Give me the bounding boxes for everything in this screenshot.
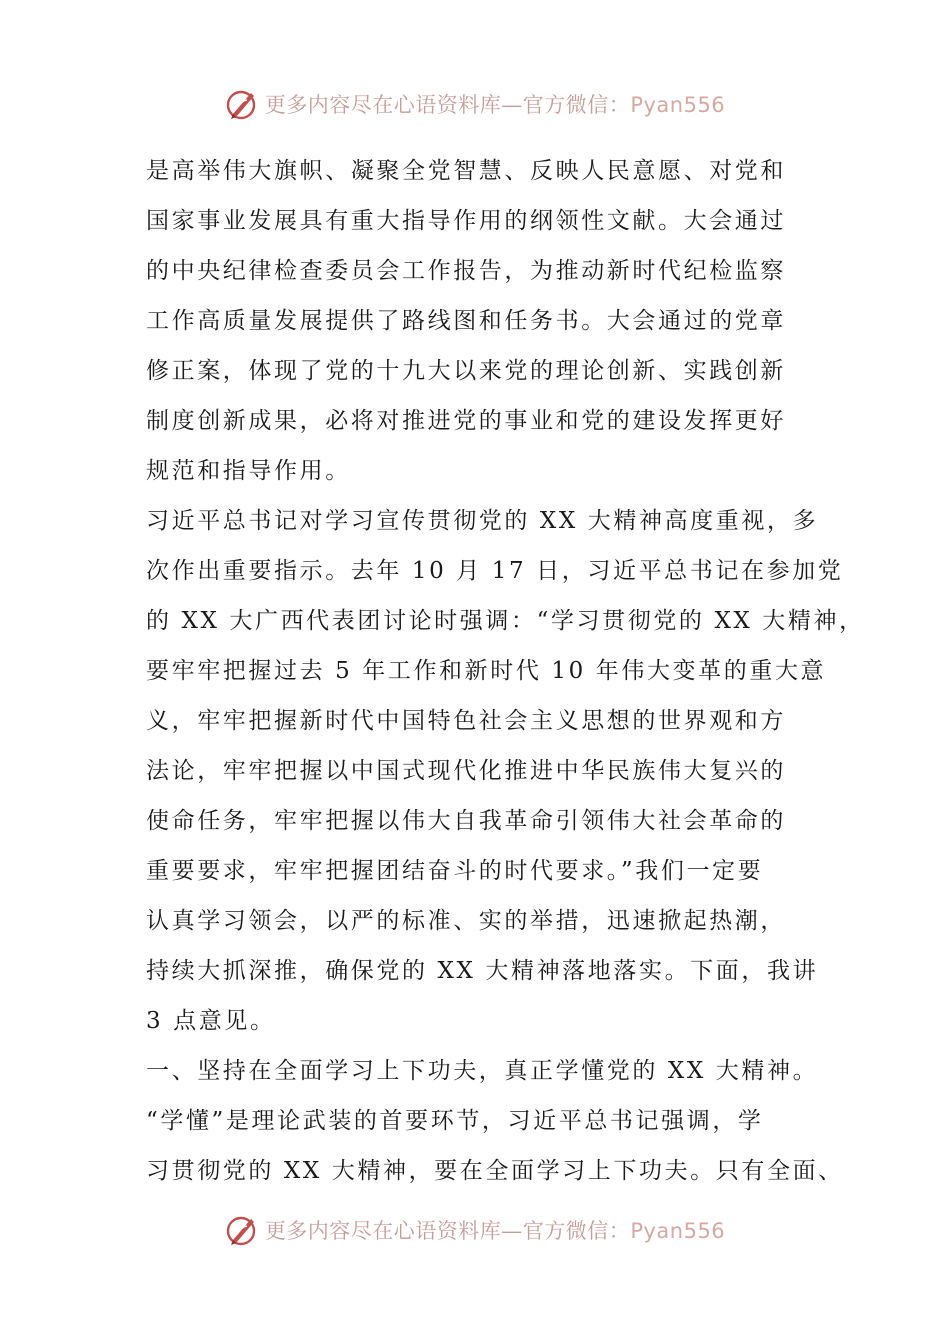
text-line: 制度创新成果，必将对推进党的事业和党的建设发挥更好	[146, 408, 786, 434]
text-line: 习近平总书记对学习宣传贯彻党的 XX 大精神高度重视，多	[146, 508, 819, 534]
text-line: 要牢牢把握过去 5 年工作和新时代 10 年伟大变革的重大意	[146, 658, 827, 684]
text-line: 法论，牢牢把握以中国式现代化推进中华民族伟大复兴的	[146, 758, 786, 784]
text-line: 持续大抓深推，确保党的 XX 大精神落地落实。下面，我讲	[146, 958, 819, 984]
text-line: 认真学习领会，以严的标准、实的举措，迅速掀起热潮，	[146, 908, 786, 934]
text-line: 的 XX 大广西代表团讨论时强调：“学习贯彻党的 XX 大精神，	[146, 608, 865, 634]
watermark-brand: Pyan556	[630, 93, 726, 117]
pen-logo-icon	[225, 1213, 259, 1247]
text-line: 次作出重要指示。去年 10 月 17 日，习近平总书记在参加党	[146, 558, 844, 584]
text-line: 的中央纪律检查委员会工作报告，为推动新时代纪检监察	[146, 258, 786, 284]
text-line: 修正案，体现了党的十九大以来党的理论创新、实践创新	[146, 358, 786, 384]
watermark-text: 更多内容尽在心语资料库—官方微信：Pyan556	[264, 93, 726, 117]
pen-logo-icon	[225, 87, 259, 121]
header-watermark	[0, 84, 950, 124]
text-line: 是高举伟大旗帜、凝聚全党智慧、反映人民意愿、对党和	[146, 158, 786, 184]
text-line: 一、坚持在全面学习上下功夫，真正学懂党的 XX 大精神。	[146, 1058, 819, 1084]
watermark-text: 更多内容尽在心语资料库—官方微信：Pyan556	[264, 1219, 726, 1243]
text-line: 重要要求，牢牢把握团结奋斗的时代要求。”我们一定要	[146, 858, 764, 884]
text-line: 规范和指导作用。	[146, 458, 351, 484]
text-line: “学懂”是理论武装的首要环节，习近平总书记强调，学	[146, 1108, 764, 1134]
text-line: 工作高质量发展提供了路线图和任务书。大会通过的党章	[146, 308, 786, 334]
text-line: 国家事业发展具有重大指导作用的纲领性文献。大会通过	[146, 208, 786, 234]
text-line: 使命任务，牢牢把握以伟大自我革命引领伟大社会革命的	[146, 808, 786, 834]
text-line: 习贯彻党的 XX 大精神，要在全面学习上下功夫。只有全面、	[146, 1158, 844, 1184]
footer-watermark	[0, 1210, 950, 1250]
text-line: 义，牢牢把握新时代中国特色社会主义思想的世界观和方	[146, 708, 786, 734]
text-line: 3 点意见。	[146, 1008, 276, 1034]
document-body	[146, 146, 865, 1196]
watermark-brand: Pyan556	[630, 1219, 726, 1243]
